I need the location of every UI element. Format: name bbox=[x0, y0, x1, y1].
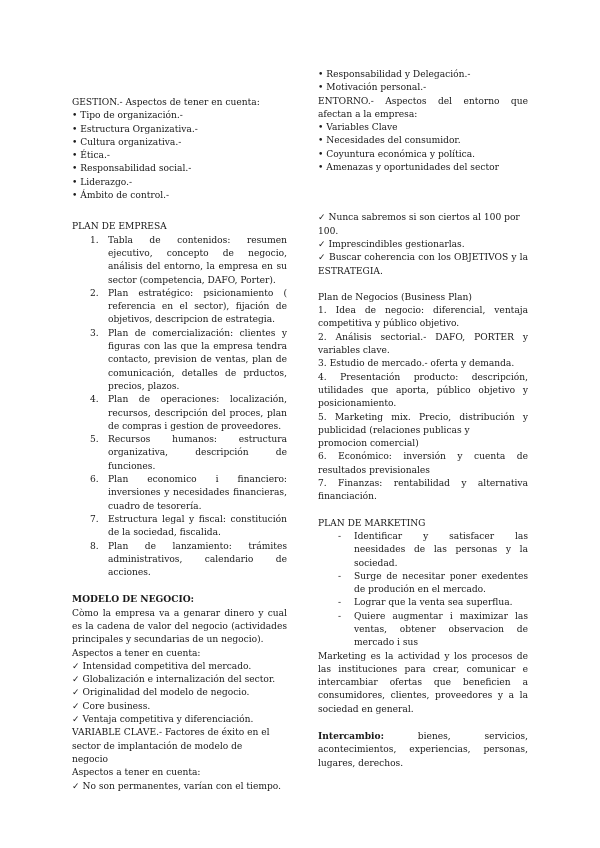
list-item: • Liderazgo.- bbox=[72, 177, 133, 188]
list-item: - Lograr que la venta sea superflua. bbox=[338, 598, 513, 609]
variable-clave-section bbox=[72, 727, 287, 793]
list-item: 4. Presentación producto: descripción, utilidades que aporta, público objetivo y posicionamiento. bbox=[318, 372, 528, 410]
list-item: • Ética.- bbox=[72, 151, 110, 162]
gestion-continued bbox=[318, 69, 528, 96]
gestion-title: GESTION.- Aspectos de tener en cuenta: bbox=[72, 98, 260, 108]
list-item: 1. Tabla de contenidos: resumen ejecutivo, concepto de negocio, análisis del entorno, la empresa en su sector (competencia, DAFO, Porter). bbox=[90, 235, 287, 286]
list-item: • Motivación personal.- bbox=[318, 83, 427, 94]
list-item: 6. Económico: inversión y cuenta de resultados previsionales bbox=[318, 452, 528, 476]
aspects-title: Aspectos a tener en cuenta: bbox=[72, 648, 201, 659]
check-item: ✓ Nunca sabremos si son ciertos al 100 por 100. bbox=[318, 213, 520, 237]
list-item: • Coyuntura económica y política. bbox=[318, 149, 476, 160]
list-item: 2. Plan estratégico: psicionamiento ( referencia en el sector), fijación de objetivos, descripcion de estrategia. bbox=[90, 288, 287, 326]
modelo-negocio-description: Còmo la empresa va a genarar dinero y cual es la cadena de valor del negocio (actividades principales y secundarias de un negocio). bbox=[72, 608, 287, 646]
intercambio-section bbox=[318, 730, 528, 771]
variable-clave-title: VARIABLE CLAVE.- Factores de éxito en el sector de implantación de modelo de bbox=[72, 728, 270, 752]
check-item: ✓ Globalización e internalización del sector. bbox=[72, 675, 276, 686]
check-item: ✓ Originalidad del modelo de negocio. bbox=[72, 688, 250, 699]
right-column bbox=[318, 69, 528, 771]
list-item: 2. Análisis sectorial.- DAFO, PORTER y variables clave. bbox=[318, 332, 528, 357]
check-item: ✓ Ventaja competitiva y diferenciación. bbox=[72, 715, 254, 726]
check-item: ✓ No son permanentes, varían con el tiempo. bbox=[72, 781, 281, 792]
list-item: • Responsabilidad social.- bbox=[72, 164, 192, 175]
list-item: 1. Idea de negocio: diferencial, ventaja competitiva y público objetivo. bbox=[318, 306, 528, 330]
list-item: 4. Plan de operaciones: localización, recursos, descripción del proces, plan de compras i gestion de proveedores. bbox=[90, 395, 287, 432]
list-item: 8. Plan de lanzamiento: trámites administrativos, calendario de acciones. bbox=[90, 541, 287, 579]
intercambio-text: bienes, servicios, acontecimientos, experiencias, personas, lugares, derechos. bbox=[318, 732, 528, 769]
aspects-title: Aspectos a tener en cuenta: bbox=[72, 768, 201, 779]
check-item: ✓ Core business. bbox=[72, 701, 151, 712]
variable-clave-continued bbox=[318, 212, 528, 278]
list-item: 7. Estructura legal y fiscal: constitución de la sociedad, fiscalida. bbox=[90, 514, 287, 539]
check-item: ✓ Imprescindibles gestionarlas. bbox=[318, 239, 465, 250]
marketing-title: PLAN DE MARKETING bbox=[318, 518, 426, 529]
intercambio-paragraph bbox=[318, 730, 528, 771]
intercambio-label: Intercambio: bbox=[318, 731, 384, 743]
list-item: • Tipo de organización.- bbox=[72, 111, 183, 122]
business-plan-section bbox=[318, 292, 528, 505]
check-item: ✓ Intensidad competitiva del mercado. bbox=[72, 661, 252, 672]
entorno-section bbox=[318, 96, 528, 176]
gestion-section bbox=[72, 97, 287, 203]
variable-clave-title-cont: negocio bbox=[72, 754, 109, 765]
list-item: • Necesidades del consumidor. bbox=[318, 136, 461, 147]
list-item: • Variables Clave bbox=[318, 123, 398, 134]
marketing-definition: Marketing es la actividad y los procesos de las instituciones para crear, comunicar e intercambiar ofertas que beneficien a consumidores, clientes, proveedores y a la sociedad en general. bbox=[318, 651, 528, 715]
list-item: • Estructura Organizativa.- bbox=[72, 124, 198, 135]
marketing-list bbox=[318, 531, 528, 651]
modelo-negocio-title: MODELO DE NEGOCIO: bbox=[72, 594, 194, 606]
list-item: promocion comercial) bbox=[318, 439, 419, 450]
list-item: - Quiere augmentar i maximizar las ventas, obtener observacion de mercado i sus bbox=[338, 611, 528, 649]
marketing-section bbox=[318, 518, 528, 717]
list-item: • Ámbito de control.- bbox=[72, 191, 170, 202]
entorno-title: ENTORNO.- Aspectos del entorno que afectan a la empresa: bbox=[318, 96, 528, 120]
list-item: 3. Estudio de mercado.- oferta y demanda. bbox=[318, 359, 515, 370]
list-item: • Amenazas y oportunidades del sector bbox=[318, 163, 499, 174]
list-item: - Identificar y satisfacer las neesidades de las personas y la sociedad. bbox=[338, 531, 528, 569]
modelo-negocio-section bbox=[72, 593, 287, 727]
left-column bbox=[72, 97, 287, 794]
list-item: 6. Plan economico i financiero: inversiones y necesidades financieras, cuadro de tesorería. bbox=[90, 475, 287, 512]
business-plan-title: Plan de Negocios (Business Plan) bbox=[318, 292, 472, 303]
list-item: • Cultura organizativa.- bbox=[72, 137, 182, 148]
list-item: - Surge de necesitar poner exedentes de produción en el mercado. bbox=[338, 571, 528, 596]
list-item: 7. Finanzas: rentabilidad y alternativa financiación. bbox=[318, 479, 528, 503]
plan-empresa-list bbox=[72, 235, 287, 581]
list-item: 5. Recursos humanos: estructura organizativa, descripción de funciones. bbox=[90, 435, 287, 472]
list-item: • Responsabilidad y Delegación.- bbox=[318, 70, 471, 80]
list-item: 5. Marketing mix. Precio, distribución y publicidad (relaciones publicas y bbox=[318, 412, 528, 436]
plan-empresa-section bbox=[72, 221, 287, 580]
plan-empresa-title: PLAN DE EMPRESA bbox=[72, 222, 167, 233]
check-item: ✓ Buscar coherencia con los OBJETIVOS y la ESTRATEGIA. bbox=[318, 253, 528, 277]
list-item: 3. Plan de comercialización: clientes y figuras con las que la empresa tendra contacto, prevision de ventas, plan de comunicación, detalles de prductos, precios, plazos. bbox=[90, 328, 287, 392]
